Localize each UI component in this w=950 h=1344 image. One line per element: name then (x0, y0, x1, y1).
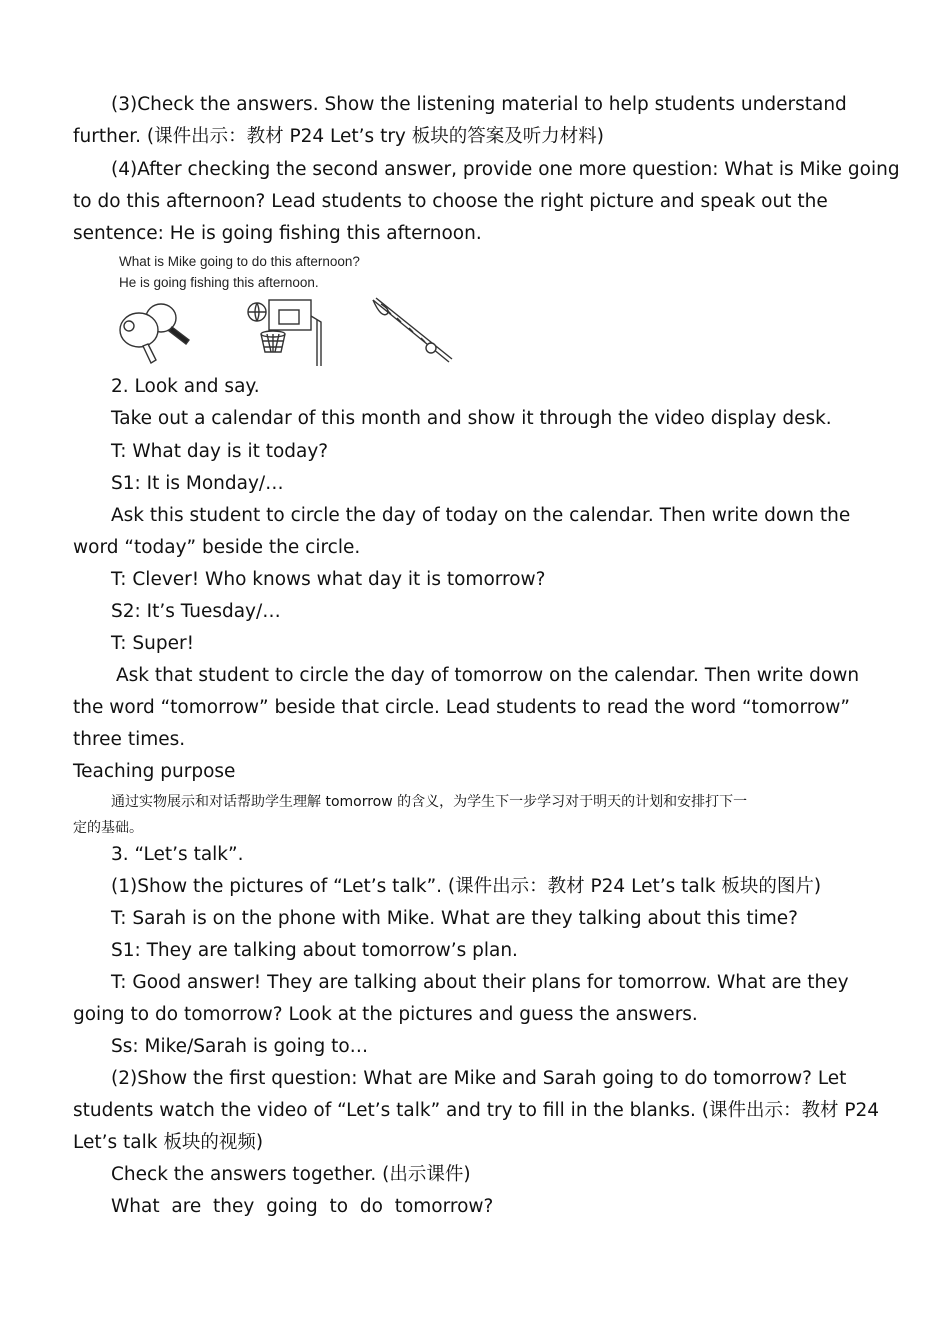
dialogue-line: T: Super! (111, 633, 194, 654)
paragraph-line: going to do tomorrow? Look at the pictures and guess the answers. (73, 1004, 698, 1025)
paragraph-line: (4)After checking the second answer, provide one more question: What is Mike going (111, 159, 900, 180)
paragraph-line: to do this afternoon? Lead students to choose the right picture and speak out the (73, 191, 828, 212)
paragraph-line: the word “tomorrow” beside that circle. Lead students to read the word “tomorrow” (73, 697, 850, 718)
section-heading: 3. “Let’s talk”. (111, 844, 244, 865)
paragraph-line: Take out a calendar of this month and show it through the video display desk. (111, 408, 832, 429)
paragraph-line: sentence: He is going fishing this afternoon. (73, 223, 482, 244)
basketball-hoop-icon (241, 296, 329, 368)
paragraph-line: further. (课件出示：教材 P24 Let’s try 板块的答案及听力材料) (73, 126, 604, 147)
fishing-rod-icon (367, 296, 457, 366)
purpose-heading: Teaching purpose (73, 761, 236, 782)
paragraph-line: Ask that student to circle the day of tomorrow on the calendar. Then write down (116, 665, 860, 686)
paragraph-line: students watch the video of “Let’s talk” and try to fill in the blanks. (课件出示：教材 P24 (73, 1100, 880, 1121)
paragraph-line: What are they going to do tomorrow? (111, 1196, 494, 1217)
figure-answer: He is going fishing this afternoon. (119, 275, 319, 290)
section-heading: 2. Look and say. (111, 376, 260, 397)
dialogue-line: S1: It is Monday/… (111, 473, 284, 494)
paragraph-line: three times. (73, 729, 186, 750)
paragraph-line: (1)Show the pictures of “Let’s talk”. (课件出示：教材 P24 Let’s talk 板块的图片) (111, 876, 822, 897)
ping-pong-paddles-icon (115, 296, 195, 366)
listening-figure (113, 252, 458, 368)
paragraph-line: word “today” beside the circle. (73, 537, 361, 558)
dialogue-line: T: What day is it today? (111, 441, 329, 462)
dialogue-line: Ss: Mike/Sarah is going to… (111, 1036, 369, 1057)
figure-question: What is Mike going to do this afternoon? (119, 254, 360, 269)
purpose-line: 定的基础。 (73, 820, 143, 836)
dialogue-line: T: Good answer! They are talking about their plans for tomorrow. What are they (111, 972, 849, 993)
dialogue-line: T: Clever! Who knows what day it is tomorrow? (111, 569, 546, 590)
dialogue-line: T: Sarah is on the phone with Mike. What are they talking about this time? (111, 908, 798, 929)
purpose-line: 通过实物展示和对话帮助学生理解 tomorrow 的含义，为学生下一步学习对于明天的计划和安排打下一 (111, 794, 748, 810)
paragraph-line: Check the answers together. (出示课件) (111, 1164, 471, 1185)
dialogue-line: S2: It’s Tuesday/… (111, 601, 281, 622)
paragraph-line: (3)Check the answers. Show the listening material to help students understand (111, 94, 847, 115)
paragraph-line: Let’s talk 板块的视频) (73, 1132, 264, 1153)
dialogue-line: S1: They are talking about tomorrow’s plan. (111, 940, 518, 961)
paragraph-line: (2)Show the first question: What are Mike and Sarah going to do tomorrow? Let (111, 1068, 847, 1089)
paragraph-line: Ask this student to circle the day of today on the calendar. Then write down the (111, 505, 851, 526)
